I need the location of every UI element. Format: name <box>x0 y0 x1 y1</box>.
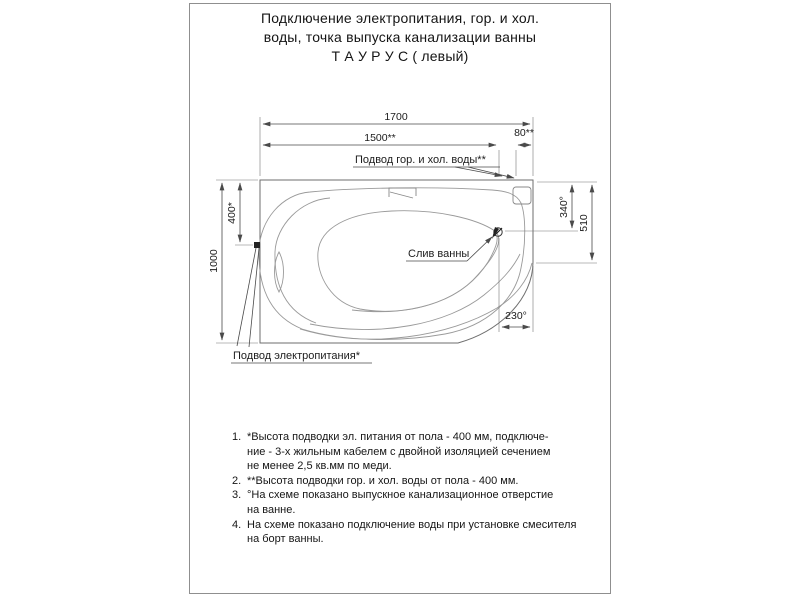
bathtub-contours <box>259 187 532 339</box>
dim-text-510: 510 <box>578 214 590 232</box>
note-1-cont: ние - 3-х жильным кабелем с двойной изоляцией сечением <box>247 445 551 458</box>
electric-connection-marker <box>254 242 260 248</box>
dim-text-230: 230° <box>505 310 527 322</box>
electric-leader-1 <box>237 248 256 346</box>
water-supply-label: Подвод гор. и хол. воды** <box>355 154 486 166</box>
note-1: 1. *Высота подводки эл. питания от пола - 400 мм, подключе- <box>232 431 549 443</box>
dim-text-1000: 1000 <box>208 249 220 273</box>
note-4: 4. На схеме показано подключение воды при установке смесителя <box>232 518 577 531</box>
electric-leader-2 <box>249 248 259 347</box>
leader-lines <box>231 167 514 363</box>
dim-text-1500: 1500** <box>364 132 396 144</box>
plan-outline <box>260 180 533 343</box>
dim-text-80: 80** <box>514 127 534 139</box>
note-2: 2. **Высота подводки гор. и хол. воды от пола - 400 мм. <box>232 474 519 487</box>
note-3: 3. °На схеме показано выпускное канализационное отверстие <box>232 489 554 502</box>
note-1-cont2: не менее 2,5 кв.мм по меди. <box>247 460 392 473</box>
water-leader-1 <box>455 167 502 176</box>
drain-leader <box>467 237 492 261</box>
extension-lines <box>216 117 597 343</box>
dim-text-400: 400* <box>226 202 238 224</box>
note-3-cont: на ванне. <box>247 503 296 516</box>
title-line-3: Т А У Р У С ( левый) <box>331 48 469 64</box>
title-line-1: Подключение электропитания, гор. и хол. <box>260 10 540 26</box>
notes-block <box>232 430 584 547</box>
tub-rim-inner-left <box>275 198 330 323</box>
dim-text-1700: 1700 <box>384 111 408 123</box>
rim-notch-diagonal <box>390 192 413 198</box>
title-line-2: воды, точка выпуска канализации ванны <box>263 29 537 45</box>
note-4-cont: на борт ванны. <box>247 533 324 546</box>
electric-supply-label: Подвод электропитания* <box>233 350 360 362</box>
water-leader-2 <box>468 167 514 178</box>
dim-text-340: 340° <box>558 196 570 218</box>
tub-inner-sweep <box>310 254 520 329</box>
headrest-fixture <box>513 187 531 204</box>
drain-label: Слив ванны <box>408 248 470 260</box>
